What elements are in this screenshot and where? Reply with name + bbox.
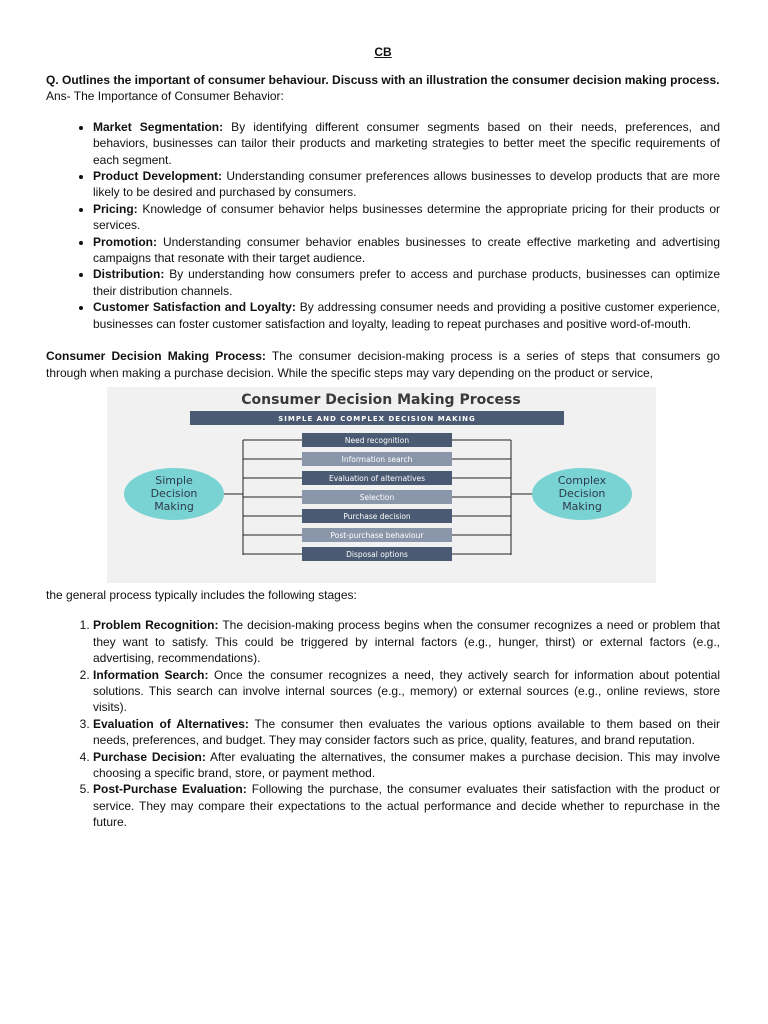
list-item: [93, 234, 720, 267]
item-text: Following the purchase, the consumer evaluates their satisfaction with the product or service. They may compare their expectations to the actual performance and decide whether to repurchase in the future.: [93, 782, 721, 830]
list-item: [93, 667, 720, 716]
diagram-svg: [107, 387, 656, 583]
item-term: Customer Satisfaction and Loyalty:: [93, 300, 296, 315]
item-term: Pricing:: [93, 201, 138, 216]
item-text: Understanding consumer behavior enables businesses to create effective marketing and advertising campaigns that resonate with their target audience.: [93, 234, 720, 266]
diagram-banner-label: SIMPLE AND COMPLEX DECISION MAKING: [278, 414, 476, 423]
item-text: By identifying different consumer segments based on their needs, preferences, and behaviors, businesses can tailor their products and marketing strategies to better meet the specific requirements of each segment.: [93, 119, 720, 167]
item-term: Problem Recognition:: [93, 618, 219, 633]
stages-list: [46, 617, 720, 830]
item-text: Once the consumer recognizes a need, they actively search for information about potential solutions. This search can involve internal sources (e.g., memory) or external sources (e.g., online reviews, store visits).: [93, 667, 720, 715]
answer-intro: Ans- The Importance of Consumer Behavior:: [46, 89, 284, 104]
item-text: The consumer then evaluates the various options available to them based on their needs, preferences, and budget. They may consider factors such as price, quality, features, and brand reputation.: [93, 716, 720, 748]
item-text: After evaluating the alternatives, the consumer makes a purchase decision. This may involve choosing a specific brand, store, or payment method.: [93, 749, 721, 780]
item-term: Information Search:: [93, 667, 209, 682]
simple-circle-line-1: Simple: [155, 473, 193, 487]
list-item: [93, 201, 720, 234]
document-page: [46, 44, 720, 831]
list-item: [93, 299, 720, 332]
list-item: [93, 266, 720, 299]
decision-process-diagram: [107, 387, 656, 583]
simple-circle-line-3: Making: [154, 499, 194, 513]
diagram-title: Consumer Decision Making Process: [241, 391, 521, 408]
process-intro-text: The consumer decision-making process is a series of steps that consumers go through when making a purchase decision. While the specific steps may vary depending on the product or service,: [46, 349, 720, 380]
list-item: [93, 168, 720, 201]
step-label: Disposal options: [346, 549, 408, 559]
item-term: Purchase Decision:: [93, 749, 206, 764]
item-term: Promotion:: [93, 234, 157, 249]
item-text: The decision-making process begins when the consumer recognizes a need or problem that they want to satisfy. This could be triggered by internal factors (e.g., hunger, thirst) or external factors (e.g., advertising, recommendations).: [93, 618, 720, 666]
item-text: Knowledge of consumer behavior helps businesses determine the appropriate pricing for their products or services.: [93, 201, 720, 233]
item-term: Post-Purchase Evaluation:: [93, 782, 247, 797]
process-intro-term: Consumer Decision Making Process:: [46, 349, 266, 364]
importance-list: [46, 119, 720, 332]
complex-circle-line-3: Making: [562, 499, 602, 513]
after-figure-text: the general process typically includes the following stages:: [46, 587, 357, 602]
list-item: [93, 749, 720, 782]
list-item: [93, 781, 720, 830]
item-text: By understanding how consumers prefer to access and purchase products, businesses can optimize their distribution channels.: [93, 267, 720, 298]
item-text: Understanding consumer preferences allows businesses to develop products that are more likely to be desired and purchased by consumers.: [93, 169, 721, 200]
item-term: Evaluation of Alternatives:: [93, 716, 249, 731]
item-text: By addressing consumer needs and providing a positive customer experience, businesses can foster customer satisfaction and loyalty, leading to repeat purchases and positive word-of-mouth.: [93, 300, 720, 331]
step-label: Evaluation of alternatives: [328, 473, 426, 483]
list-item: [93, 617, 720, 666]
question-text: Q. Outlines the important of consumer behaviour. Discuss with an illustration the consumer decision making process.: [46, 73, 720, 87]
doc-title: CB: [374, 45, 392, 59]
step-label: Need recognition: [344, 435, 410, 445]
simple-circle-line-2: Decision: [150, 486, 198, 500]
list-item: [93, 119, 720, 168]
item-term: Distribution:: [93, 267, 165, 282]
item-term: Market Segmentation:: [93, 119, 224, 134]
step-label: Post-purchase behaviour: [330, 530, 424, 540]
step-label: Selection: [359, 492, 395, 502]
complex-circle-line-1: Complex: [557, 473, 607, 487]
step-boxes: [302, 433, 452, 561]
step-label: Purchase decision: [343, 511, 411, 521]
list-item: [93, 716, 720, 749]
item-term: Product Development:: [93, 169, 223, 184]
process-intro: [46, 348, 720, 381]
complex-circle-line-2: Decision: [558, 486, 606, 500]
step-label: Information search: [341, 454, 413, 464]
